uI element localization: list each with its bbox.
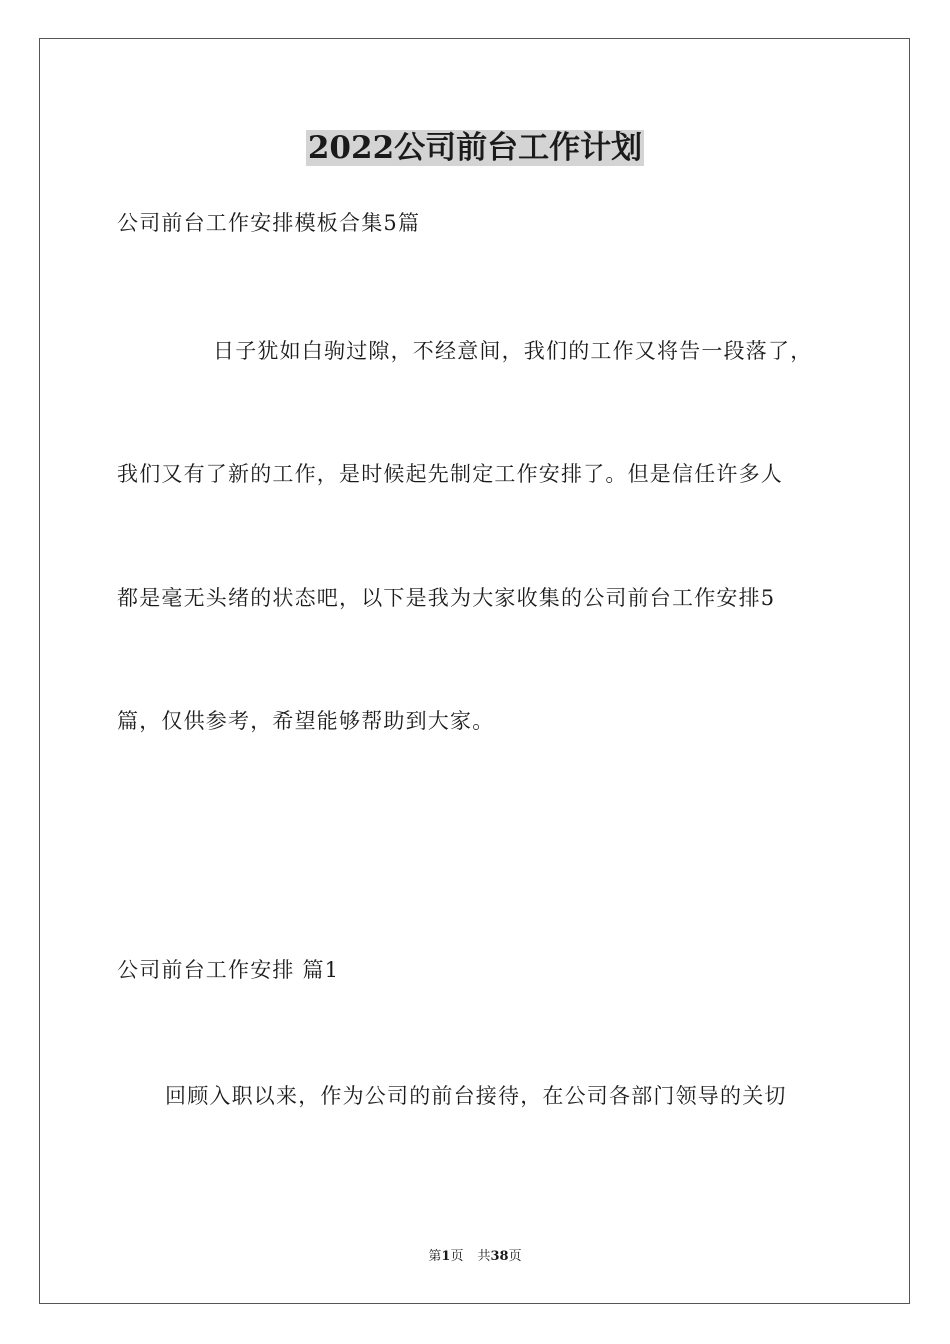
footer-page-total: 38: [490, 1249, 509, 1264]
paragraph-line-2: 我们又有了新的工作，是时候起先制定工作安排了。但是信任许多人: [117, 462, 783, 486]
footer-total-suffix: 页: [508, 1249, 522, 1264]
page-footer: [0, 1247, 950, 1267]
paragraph-line-1: 日子犹如白驹过隙，不经意间，我们的工作又将告一段落了，: [213, 339, 813, 363]
footer-total-prefix: 共: [477, 1249, 491, 1264]
document-subtitle: 公司前台工作安排模板合集5篇: [117, 211, 421, 235]
paragraph-line-4: 篇，仅供参考，希望能够帮助到大家。: [117, 709, 495, 733]
footer-page-current: 1: [441, 1249, 451, 1264]
section-heading: 公司前台工作安排 篇1: [117, 958, 340, 982]
document-title-text: 2022公司前台工作计划: [307, 130, 643, 166]
section-first-line: 回顾入职以来，作为公司的前台接待，在公司各部门领导的关切: [165, 1084, 787, 1108]
footer-page-prefix: 第: [428, 1249, 442, 1264]
paragraph-line-3: 都是毫无头绪的状态吧，以下是我为大家收集的公司前台工作安排5: [117, 586, 776, 610]
document-title: [0, 128, 950, 168]
footer-page-mid: 页: [450, 1249, 464, 1264]
